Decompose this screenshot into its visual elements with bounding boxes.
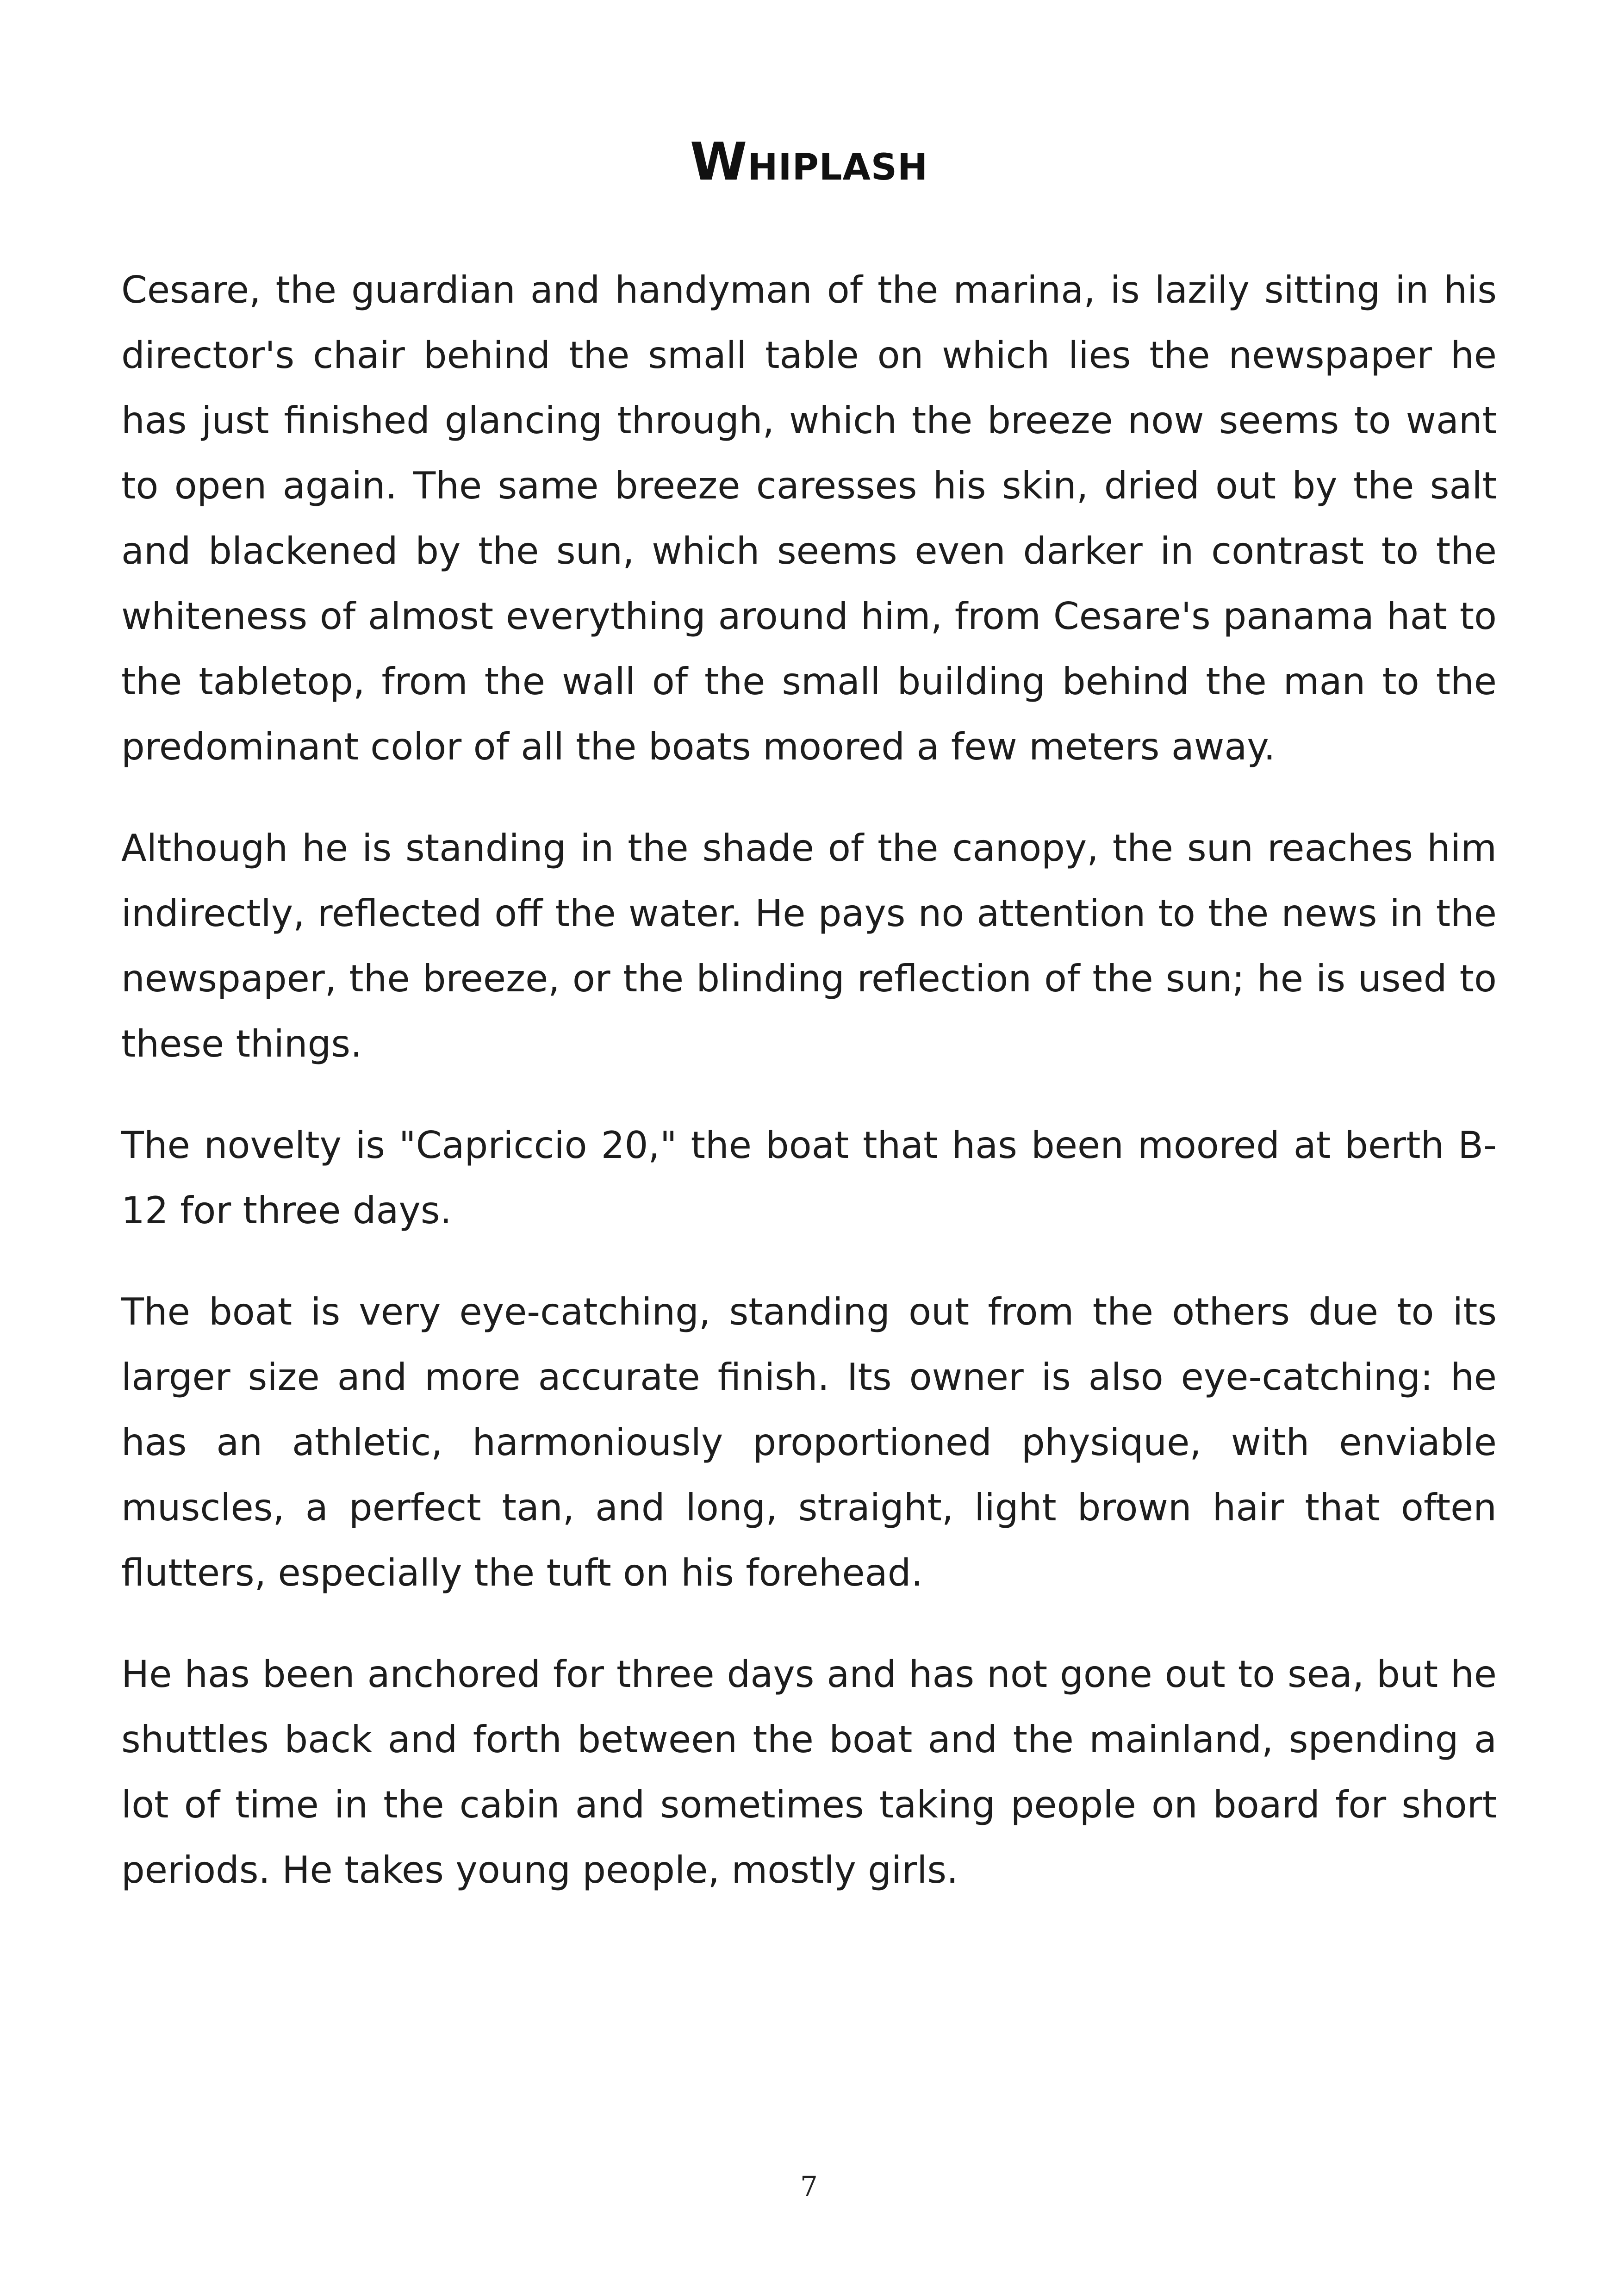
paragraph-3: The novelty is "Capriccio 20," the boat that has been moored at berth B-12 for three days. [121, 1124, 1497, 1232]
page-number: 7 [800, 2171, 818, 2203]
paragraph-2: Although he is standing in the shade of the canopy, the sun reaches him indirectly, reflected off the water. He pays no attention to the news in the newspaper, the breeze, or the blinding reflection of the sun; he is used to these things. [121, 827, 1497, 1065]
paragraph-1: Cesare, the guardian and handyman of the marina, is lazily sitting in his director's chair behind the small table on which lies the newspaper he has just finished glancing through, which the breeze now seems to want to open again. The same breeze caresses his skin, dried out by the salt and blackened by the sun, which seems even darker in contrast to the whiteness of almost everything around him, from Cesare's panama hat to the tabletop, from the wall of the small building behind the man to the predominant color of all the boats moored a few meters away. [121, 268, 1497, 768]
paragraph-4: The boat is very eye-catching, standing out from the others due to its larger size and more accurate finish. Its owner is also eye-catching: he has an athletic, harmoniously proportioned physique, with enviable muscles, a perfect tan, and long, straight, light brown hair that often flutters, especially the tuft on his forehead. [121, 1290, 1497, 1594]
paragraph-5: He has been anchored for three days and has not gone out to sea, but he shuttles back and forth between the boat and the mainland, spending a lot of time in the cabin and sometimes taking people on board for short periods. He takes young people, mostly girls. [121, 1653, 1497, 1892]
body-text [121, 257, 1497, 1939]
chapter-title: Whiplash [690, 132, 928, 193]
